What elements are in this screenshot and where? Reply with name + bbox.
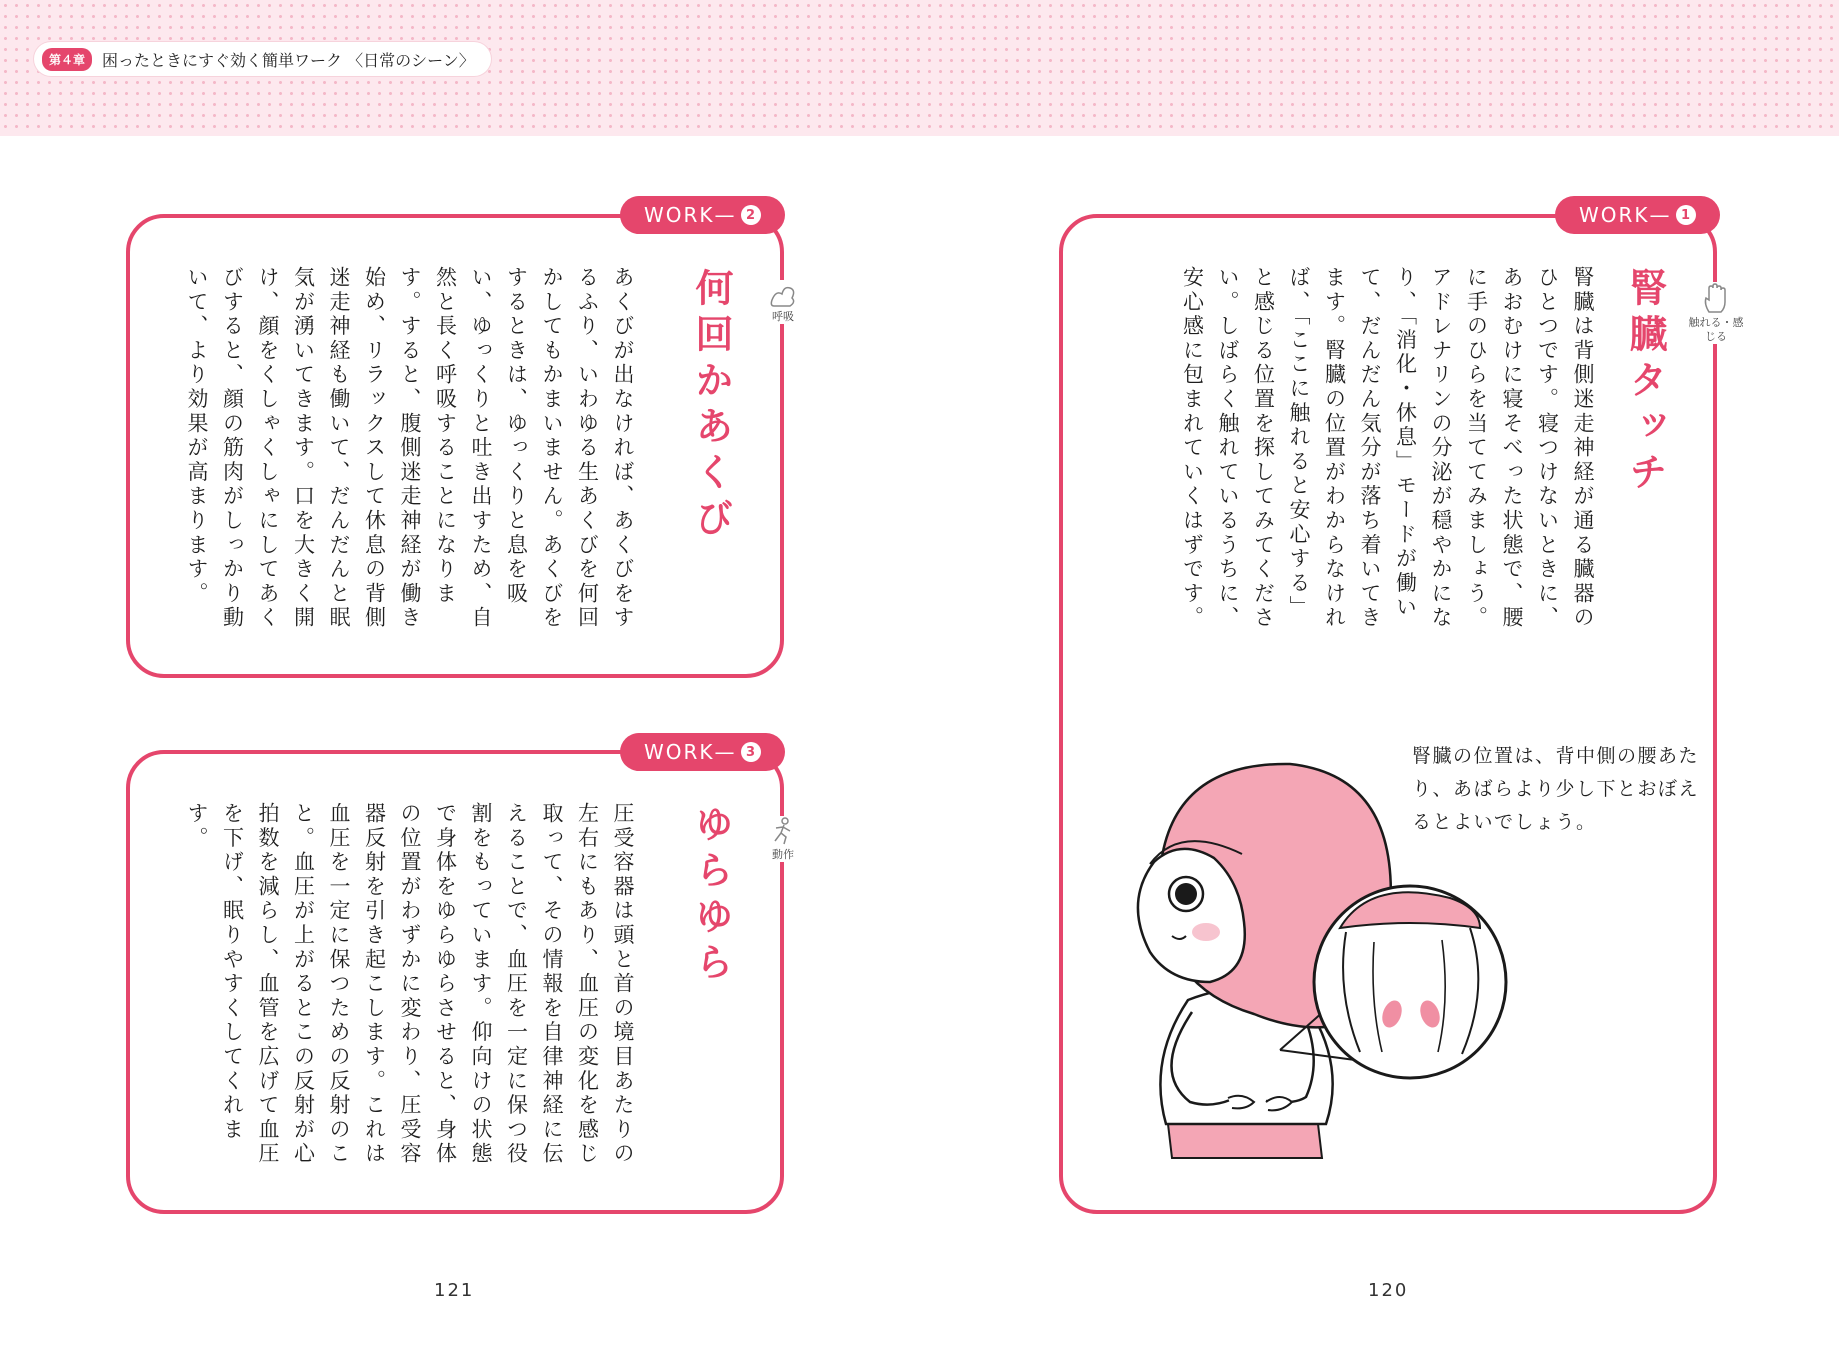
breath-icon [768,280,798,308]
category-label: 呼吸 [772,310,794,323]
girl-illustration [1110,752,1530,1172]
illustration-caption: 腎臓の位置は、背中側の腰あたり、あばらより少し下とおぼえるとよいでしょう。 [1412,745,1700,833]
work-title-1: 腎臓タッチ [1623,268,1667,498]
chapter-title: 困ったときにすぐ効く簡単ワーク 〈日常のシーン〉 [102,50,475,70]
work-tab-label: WORK— [644,203,737,227]
work-tab-3 [620,733,785,771]
category-motion [754,816,812,862]
hand-icon [1702,282,1730,314]
work-body-1: 腎臓は背側迷走神経が通る臓器のひとつです。寝つけないときに、あおむけに寝そべった状態で、腰に手のひらを当ててみましょう。アドレナリンの分泌が穏やかになり、「消化・休息」モードが働いて、だんだん気分が落ち着いてきます。腎臓の位置がわからなければ、「ここに触れると安心する」と感じる位置を探してみてください。しばらく触れているうちに、安心感に包まれていくはずです。 [1180,266,1595,631]
work-title-3: ゆらゆら [689,804,733,988]
chapter-header [34,42,491,76]
chapter-badge: 第４章 [42,48,92,71]
work-tab-label: WORK— [644,740,737,764]
motion-icon [768,816,798,846]
work-number-badge: 3 [741,742,761,762]
work-number-badge: 2 [741,205,761,225]
page-number-right: 120 [1368,1280,1409,1301]
work-body-2: あくびが出なければ、あくびをするふり、いわゆる生あくびを何回かしてもかまいません。あくびをするときは、ゆっくりと息を吸い、ゆっくりと吐き出すため、自然と長く呼吸することになります。すると、腹側迷走神経が働き始め、リラックスして休息の背側迷走神経も働いて、だんだんと眠気が湧いてきます。口を大きく開け、顔をくしゃくしゃにしてあくびすると、顔の筋肉がしっかり動いて、より効果が高まります。 [185,266,635,631]
category-touch [1686,282,1746,344]
work-title-2: 何回かあくび [689,268,733,544]
work-tab-1 [1555,196,1720,234]
category-label: 触れる・感じる [1688,316,1744,343]
category-breath [754,280,812,324]
category-label: 動作 [772,848,794,861]
work-tab-label: WORK— [1579,203,1672,227]
work-number-badge: 1 [1676,205,1696,225]
work-tab-2 [620,196,785,234]
work-body-3: 圧受容器は頭と首の境目あたりの左右にもあり、血圧の変化を感じ取って、その情報を自律神経に伝えることで、血圧を一定に保つ役割をもっています。仰向けの状態で身体をゆらゆらさせると、身体の位置がわずかに変わり、圧受容器反射を引き起こします。これは血圧を一定に保つための反射のこと。血圧が上がるとこの反射が心拍数を減らし、血管を広げて血圧を下げ、眠りやすくしてくれます。 [185,802,635,1167]
page-number-left: 121 [434,1280,475,1301]
